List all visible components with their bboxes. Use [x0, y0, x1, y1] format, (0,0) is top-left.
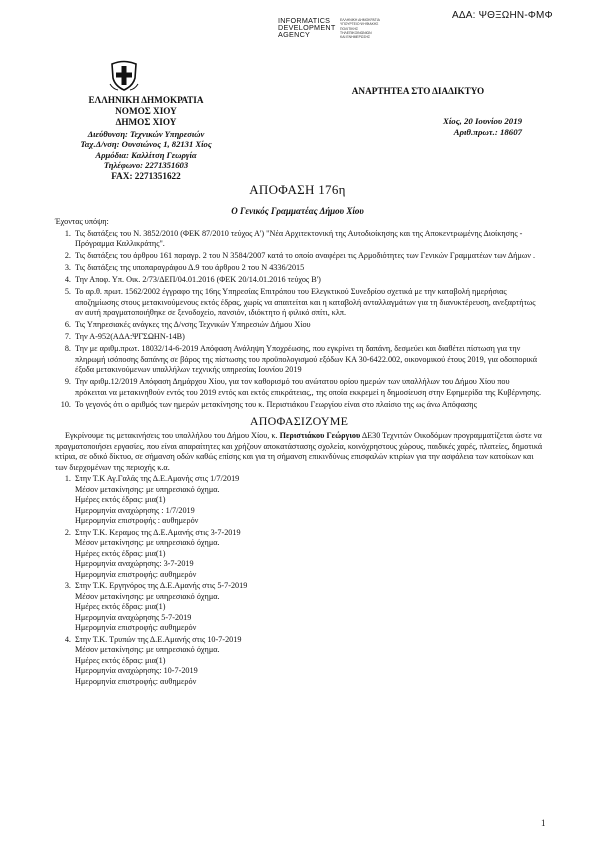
agency-logo — [278, 17, 458, 57]
issuer-header — [52, 95, 240, 182]
decision-subtitle: Ο Γενικός Γραμματέας Δήμου Χίου — [231, 206, 364, 216]
logo-subtext: ΕΛΛΗΝΙΚΗ ΔΗΜΟΚΡΑΤΙΑ ΥΠΟΥΡΓΕΙΟ ΨΗΦΙΑΚΗΣ ΠΟΛΙΤΙΚΗΣ ΤΗΛΕΠΙΚΟΙΝΩΝΙΩΝ ΚΑΙ ΕΝΗΜΕΡΩΣΗΣ — [340, 18, 380, 39]
considerations-list — [55, 229, 543, 411]
trip-item: 3. Στην Τ.Κ. Εργηνόρος της Δ.Ε.Αμανής στις 5-7-2019 Μέσον μετακίνησης: με υπηρεσιακό όχημα. Ημέρες εκτός έδρας: μια(1) Ημερομηνία αναχώρησης 5-7-2019 Ημερομηνία επιστροφής: αυθημερόν — [73, 581, 543, 634]
contact-person: Αρμόδια: Καλλίτση Γεωργία — [95, 149, 197, 160]
list-item: 3. Τις διατάξεις της υποπαραγράφου Δ.9 του άρθρου 2 του Ν 4336/2015 — [73, 263, 543, 274]
list-item: 2. Τις διατάξεις του άρθρου 161 παραγρ. 2 του Ν 3584/2007 κατά το οποίο αναφέρει τις Αρμοδιότητες των Γενικών Γραμματέων των Δήμων . — [73, 251, 543, 262]
list-item: 7. Την Α-952(ΑΔΑ:ΨΓΣΩΗΝ-14Β) — [73, 332, 543, 343]
municipality-name: ΔΗΜΟΣ ΧΙΟΥ — [115, 117, 177, 128]
trips-list — [55, 474, 543, 687]
greek-emblem-icon — [107, 58, 141, 92]
country-name: ΕΛΛΗΝΙΚΗ ΔΗΜΟΚΡΑΤΙΑ — [88, 95, 204, 105]
phone: Τηλέφωνο: 2271351603 — [103, 160, 189, 171]
list-item: 5. Το αρ.θ. πρωτ. 1562/2002 έγγραφο της 16ης Υπηρεσίας Επιτρόπου του Ελεγκτικού Συνεδρίου σχετικά με την καταβολή ημερήσιας αποζημίωσης στους μετακινούμενους εκτός έδρας, χωρίς να απαιτείται και η καταβολή ανταλλαγμάτων για τη διανυκτέρευση, ανεξαρτήτως αν αυτή πραγματοποιήθηκε σε ξενοδοχείο, πανσιόν, ιδιόκτητο ή φιλικό σπίτι, κλπ. — [73, 287, 543, 319]
trip-item: 1. Στην Τ.Κ Αγ.Γαλάς της Δ.Ε.Αμανής στις 1/7/2019 Μέσον μετακίνησης: με υπηρεσιακό όχημα. Ημέρες εκτός έδρας: μια(1) Ημερομηνία αναχώρησης : 1/7/2019 Ημερομηνία επιστροφής : αυθημερόν — [73, 474, 543, 527]
approval-paragraph: Εγκρίνουμε τις μετακινήσεις του υπαλλήλου του Δήμου Χίου, κ. Περιστιάκου Γεώργιου ΔΕ30 Τεχνιτών Οικοδόμων προγραμματίζεται ώστε να πραγματοποιήσει εργασίες, που είναι απαραίτητες και χρήζουν αποκατάστασης σχολεία, κοινόχρηστους χώρους, παιδικές χαρές, πλατείες, δημοτικά κτίρια, σε οδικό δίκτυο, σε σήμανση οδών καθώς επίσης και για τη σήμανση επικινδύνως επισφαλών κτιρίων για την ασφάλεια των κατοίκων και των διερχομένων της περιοχής κ.α. — [55, 431, 543, 472]
list-item: 4. Την Αποφ. Υπ. Οικ. 2/73/ΔΕΠ/04.01.2016 (ΦΕΚ 20/14.01.2016 τεύχος Β') — [73, 275, 543, 286]
department: Διεύθυνση: Τεχνικών Υπηρεσιών — [87, 128, 205, 139]
list-item: 8. Την με αριθμ.πρωτ. 18032/14-6-2019 Απόφαση Ανάληψη Υποχρέωσης, που εγκρίνει τη δαπάνη, δεσμεύει και διαθέτει πίστωση για την πληρωμή ισόποσης δαπάνης σε βάρος της πίστωσης του προϋπολογισμού εξόδων ΚΑ 30-6422.002, οικονομικού έτους 2019, για οδοιπορικά έξοδα μετακινούμενων υπαλλήλων τεχνικής υπηρεσίας Ιουνίου 2019 — [73, 344, 543, 376]
fax: FAX: 2271351622 — [111, 170, 181, 181]
protocol-number: Αριθ.πρωτ.: 18607 — [453, 127, 522, 138]
address: Ταχ.Δ/νση: Ουνσιώνος 1, 82131 Χίος — [80, 139, 212, 150]
document-meta — [372, 116, 522, 139]
publish-note: ΑΝΑΡΤΗΤΕΑ ΣΤΟ ΔΙΑΔΙΚΤΥΟ — [351, 86, 485, 96]
prefecture-name: ΝΟΜΟΣ ΧΙΟΥ — [115, 106, 177, 117]
decide-heading: ΑΠΟΦΑΣΙΖΟΥΜΕ — [249, 414, 349, 428]
decision-body — [55, 217, 543, 688]
employee-name: Περιστιάκου Γεώργιου — [279, 431, 361, 441]
decision-title: ΑΠΟΦΑΣΗ 176η — [249, 182, 346, 197]
list-item: 6. Τις Υπηρεσιακές ανάγκες της Δ/νσης Τεχνικών Υπηρεσιών Δήμου Χίου — [73, 320, 543, 331]
list-item: 1. Τις διατάξεις του Ν. 3852/2010 (ΦΕΚ 87/2010 τεύχος Α') "Νέα Αρχιτεκτονική της Αυτοδιοίκησης και της Αποκεντρωμένης Διοίκησης - Πρόγραμμα Καλλικράτης". — [73, 229, 543, 250]
intro-text: Έχοντας υπόψη: — [55, 217, 109, 226]
logo-text: INFORMATICS DEVELOPMENT AGENCY — [278, 16, 336, 40]
trip-item: 4. Στην Τ.Κ. Τρυπών της Δ.Ε.Αμανής στις 10-7-2019 Μέσον μετακίνησης: με υπηρεσιακό όχημα. Ημέρες εκτός έδρας: μια(1) Ημερομηνία αναχώρησης: 10-7-2019 Ημερομηνία επιστροφής: αυθημερόν — [73, 635, 543, 688]
ada-code: ΑΔΑ: ΨΘΞΩΗΝ-ΦΜΦ — [452, 10, 553, 21]
trip-item: 2. Στην Τ.Κ. Κεραμος της Δ.Ε.Αμανής στις 3-7-2019 Μέσον μετακίνησης: με υπηρεσιακό όχημα. Ημέρες εκτός έδρας: μια(1) Ημερομηνία αναχώρησης: 3-7-2019 Ημερομηνία επιστροφής: αυθημερόν — [73, 528, 543, 581]
document-date: Χίος, 20 Ιουνίου 2019 — [442, 116, 522, 126]
list-item: 9. Την αριθμ.12/2019 Απόφαση Δημάρχου Χίου, για τον καθορισμό του ανώτατου ορίου ημερών των υπαλλήλων του Δήμου Χίου που πρόκειται να μετακινηθούν εντός του 2019 εντός και εκτός επικράτειας,, της οποία εκκρεμεί η δημοσίευση στην Εφημερίδα της Κυβέρνησης. — [73, 377, 543, 398]
list-item: 10. Το γεγονός ότι ο αριθμός των ημερών μετακίνησης του κ. Περιστιάκου Γεωργίου είναι στο πλαίσιο της ως άνω Απόφασης — [73, 400, 543, 411]
page-number: 1 — [541, 818, 546, 828]
